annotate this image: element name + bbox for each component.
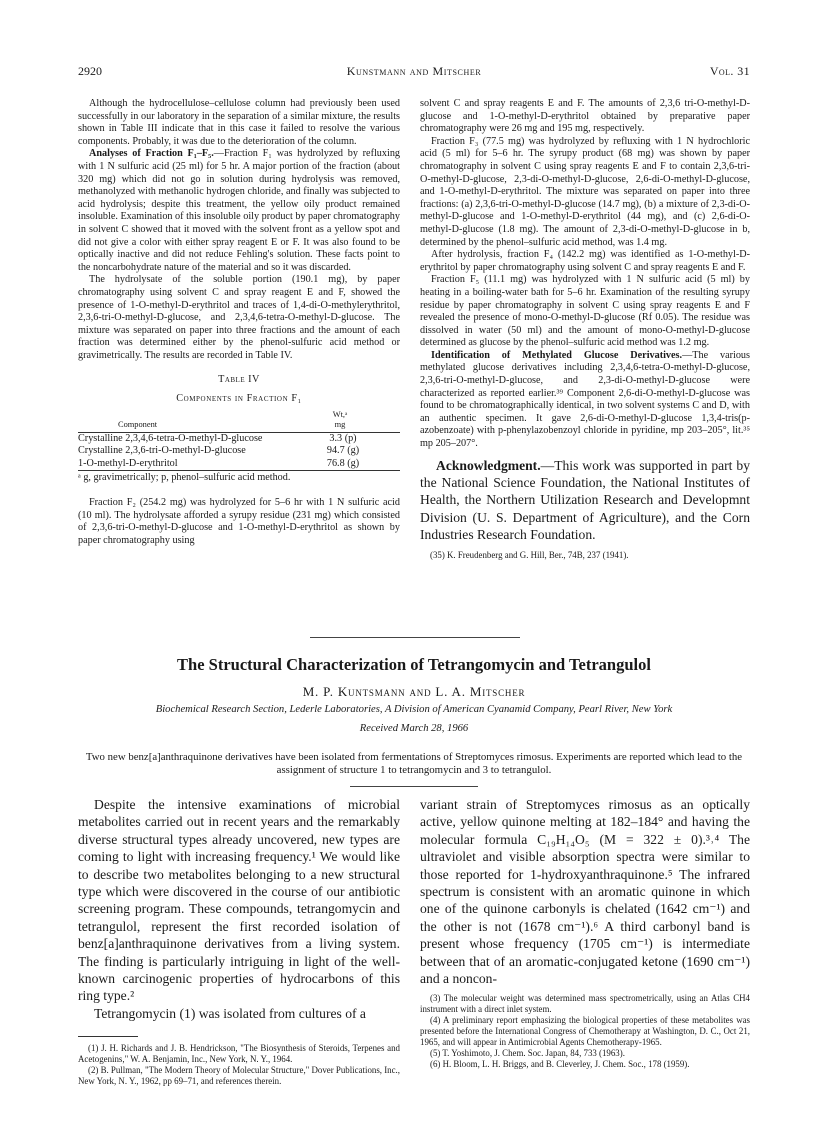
body-text-left xyxy=(78,796,400,1022)
footnote: (3) The molecular weight was determined mass spectrometrically, using an Atlas CH4 instrument with a direct inlet system. xyxy=(420,993,750,1015)
right-text-block xyxy=(420,98,750,451)
table-footnote: ᵃ g, gravimetrically; p, phenol–sulfuric acid method. xyxy=(78,470,400,485)
paragraph: Fraction F₃ (77.5 mg) was hydrolyzed by refluxing with 1 N hydrochloric acid (5 ml) for 5–6 hr. The syrupy product (68 mg) was shown by paper chromatography in solvent C using spray reagents E and F to contain 2,3,6-tri-O-methyl-D-glucose, 2,3-di-O-methyl-D-glucose, 2,6-di-O-methyl-D-glucose, and 1-O-methyl-D-erythritol. The mixture was separated on paper into three fractions: (a) 2,3,6-tri-O-methyl-D-glucose (14.7 mg), (b) a mixture of 2,3-di-O-methyl-D-glucose and 1-O-methyl-D-erythritol (44 mg), and (c) 2,6-di-O-methyl-D-glucose (1.8 mg). The amount of 2,3-di-O-methyl-D-glucose in b, determined by the phenol–sulfuric acid method, was 1.4 mg. xyxy=(420,135,750,248)
reference-35: (35) K. Freudenberg and G. Hill, Ber., 74B, 237 (1941). xyxy=(430,549,629,560)
article-authors: M. P. Kuntsmann and L. A. Mitscher xyxy=(302,684,526,699)
paragraph: Fraction F₅ (11.1 mg) was hydrolyzed with 1 N sulfuric acid (5 ml) by heating in a boiling-water bath for 5–6 hr. Examination of the resulting syrupy residue by paper chromatography in solvent C using spray reagents E and F revealed the presence of mono-O-methyl-D-glucose (Rf 0.05). The residue was dissolved in water (50 ml) and the amount of mono-O-methyl-D-glucose determined as glucose by the phenol–sulfuric acid method was 1.2 mg. xyxy=(420,274,750,349)
footnote: (2) B. Pullman, "The Modern Theory of Molecular Structure," Dover Publications, Inc., New York, N. Y., 1962, pp 69–71, and references therein. xyxy=(78,1065,400,1087)
table-col-component: Component xyxy=(118,419,158,429)
abstract: Two new benz[a]anthraquinone derivatives have been isolated from fermentations of Streptomyces rimosus. Experiments are reported which lead to the assignment of structure 1 to tetrangomycin and 3 to tetrangulol. xyxy=(85,751,743,776)
table-col-weight-label: Wt,ᵃ xyxy=(332,409,348,419)
table-caption: Table IV xyxy=(218,374,260,386)
paragraph xyxy=(420,350,750,451)
table-header xyxy=(78,410,400,433)
table-cell-value: 94.7 (g) xyxy=(326,445,360,457)
running-title: Kunstmann and Mitscher xyxy=(346,64,482,78)
acknowledgment-text: —This work was supported in part by the National Science Foundation, the National Institutes of Health, the Northern Utilization Research and Developmnt Division (U. S. Department of Agriculture), and the Corn Industries Research Foundation. xyxy=(420,457,750,543)
body-text-right xyxy=(420,796,750,987)
received-date: Received March 28, 1966 xyxy=(359,723,469,734)
table-cell-component: Crystalline 2,3,4,6-tetra-O-methyl-D-glucose xyxy=(78,432,263,444)
section-heading: Analyses of Fraction F₁–F₅. xyxy=(89,148,214,160)
table-cell-value: 76.8 (g) xyxy=(326,457,360,469)
acknowledgment xyxy=(420,457,750,544)
upper-left-column xyxy=(78,98,400,547)
table-col-weight-unit: mg xyxy=(334,419,346,429)
volume-label: Vol. 31 xyxy=(709,64,750,78)
table-row xyxy=(78,433,400,446)
paragraph: Fraction F₂ (254.2 mg) was hydrolyzed for 5–6 hr with 1 N sulfuric acid (10 ml). The hydrolysate afforded a syrupy residue (231 mg) which consisted of 2,3,6-tri-O-methyl-D-glucose and 1-O-methyl-D-erythritol as shown by paper chromatography using xyxy=(78,497,400,546)
upper-right-column xyxy=(420,98,750,561)
lower-right-column xyxy=(420,796,750,1070)
abstract-separator xyxy=(350,786,478,787)
table-col-weight xyxy=(325,410,355,430)
paragraph-text: —Fraction F₁ was hydrolyzed by refluxing with 1 N sulfuric acid (25 ml) for 5 hr. A major portion of the fraction (about 320 mg) which did not go in solution during hydrolysis was removed, methanolyzed with methanolic hydrogen chloride, and finally was subjected to acid hydrolysis; despite this treatment, the yellow oily product remained insoluble. Examination of this insoluble oily product by paper chromatography in solvent C showed that it moved with the solvent front as a yellow spot and did not give a color with either spray reagent E or F. It was also found to be optically inactive and did not reduce Fehling's solution. These facts point to the noncarbohydrate nature of the material and so it was discarded. xyxy=(78,148,401,273)
footnote: (1) J. H. Richards and J. B. Hendrickson, "The Biosynthesis of Steroids, Terpenes and Acetogenins," W. A. Benjamin, Inc., New York, N. Y., 1964. xyxy=(78,1043,400,1065)
table-cell-component: 1-O-methyl-D-erythritol xyxy=(78,457,178,469)
lower-left-column xyxy=(78,796,400,1087)
footnote: (5) T. Yoshimoto, J. Chem. Soc. Japan, 84, 733 (1963). xyxy=(430,1048,625,1059)
table-cell-value: 3.3 (p) xyxy=(329,432,357,444)
table-cell-component: Crystalline 2,3,6-tri-O-methyl-D-glucose xyxy=(78,445,246,457)
footnote: (4) A preliminary report emphasizing the biological properties of these metabolites was presented before the International Congress of Chemotherapy at Washington, D. C., Oct 21, 1965, and will appear in Antimicrobial Agents Chemotherapy-1965. xyxy=(420,1015,750,1048)
acknowledgment-heading: Acknowledgment. xyxy=(436,457,541,473)
footnote-rule xyxy=(78,1036,138,1037)
footnotes-right xyxy=(420,993,750,1070)
paragraph: variant strain of Streptomyces rimosus as an optically active, yellow quinone melting at 182–184° and having the molecular formula C₁₉H₁₄O₅ (M = 322 ± 0).³˒⁴ The ultraviolet and visible absorption spectra were similar to those reported for 1-hydroxyanthraquinone.⁵ The infrared spectrum is consistent with an aromatic quinone in which one of the quinone carbonyls is chelated (1642 cm⁻¹) and the other is not (1678 cm⁻¹).⁶ A third carbonyl band is present whose frequency (1705 cm⁻¹) is intermediate between that of an aromatic-conjugated ketone (1690 cm⁻¹) and a noncon- xyxy=(420,797,750,987)
paragraph: solvent C and spray reagents E and F. The amounts of 2,3,6 tri-O-methyl-D-glucose and 1-O-methyl-D-erythritol obtained by preparative paper chromatography were 26 mg and 195 mg, respectively. xyxy=(420,98,750,135)
page-number: 2920 xyxy=(78,64,102,78)
paragraph: Tetrangomycin (1) was isolated from cultures of a xyxy=(94,1005,366,1021)
table-body xyxy=(78,433,400,471)
paragraph: After hydrolysis, fraction F₄ (142.2 mg) was identified as 1-O-methyl-D-erythritol by paper chromatography using solvent C and spray reagents E and F. xyxy=(420,249,750,273)
paragraph-text: —The various methylated glucose derivatives including 2,3,4,6-tetra-O-methyl-D-glucose, 2,3,6-tri-O-methyl-D-glucose, and 2,3-di-O-methyl-D-glucose were characterized as reported earlier.³⁹ Component 2,6-di-O-methyl-D-glucose was found to be chromatographically identical, in two solvent systems C and D, with an authentic specimen. It gave 2,6-di-O-methyl-D-glucose 1,3,4-tris(p-azobenzoate) with p-phenylazobenzoyl chloride in pyridine, mp 203–205°, lit.³⁵ mp 205–207°. xyxy=(420,349,750,450)
table-title: Components in Fraction F₁ xyxy=(176,393,302,405)
article-title: The Structural Characterization of Tetrangomycin and Tetrangulol xyxy=(177,655,651,674)
section-heading: Identification of Methylated Glucose Derivatives. xyxy=(431,349,683,361)
footnotes-left xyxy=(78,1043,400,1087)
paragraph xyxy=(78,148,400,274)
table-row xyxy=(78,458,400,471)
table-row xyxy=(78,445,400,458)
paragraph: The hydrolysate of the soluble portion (190.1 mg), by paper chromatography using solvent C and spray reagent E and F, showed the presence of 1-O-methyl-D-erythritol and traces of 1,4-di-O-methylerythritol, 2,3,6-tri-O-methyl-D-glucose, and 2,3,4,6-tetra-O-methyl-D-glucose. The mixture was separated on paper into three fractions and the amount of each fraction was determined either by the phenol-sulfuric acid method or gravimetrically. The results are recorded in Table IV. xyxy=(78,274,400,361)
running-header xyxy=(78,64,750,82)
article-affiliation: Biochemical Research Section, Lederle Laboratories, A Division of American Cyanamid Company, Pearl River, New York xyxy=(155,704,673,715)
footnote: (6) H. Bloom, L. H. Briggs, and B. Cleverley, J. Chem. Soc., 178 (1959). xyxy=(430,1059,690,1070)
paragraph: Despite the intensive examinations of microbial metabolites carried out in recent years and the remarkably diverse structural types already uncovered, new types are coming to light with increasing frequency.¹ We would like to describe two metabolites belonging to a new structural type which were discovered in the course of our antibiotic screening program. These compounds, tetrangomycin and tetrangulol, represent the first recorded isolation of benz[a]anthraquinone derivatives from a living system. The finding is particularly intriguing in light of the well-known carcinogenic properties of hydrocarbons of this ring type.² xyxy=(78,797,400,1004)
article-separator xyxy=(310,637,520,638)
paragraph: Although the hydrocellulose–cellulose column had previously been used successfully in our laboratory in the separation of a similar mixture, the results shown in Table III indicate that in this case it failed to resolve the various components. Probably, it was due to the deterioration of the column. xyxy=(78,98,400,147)
